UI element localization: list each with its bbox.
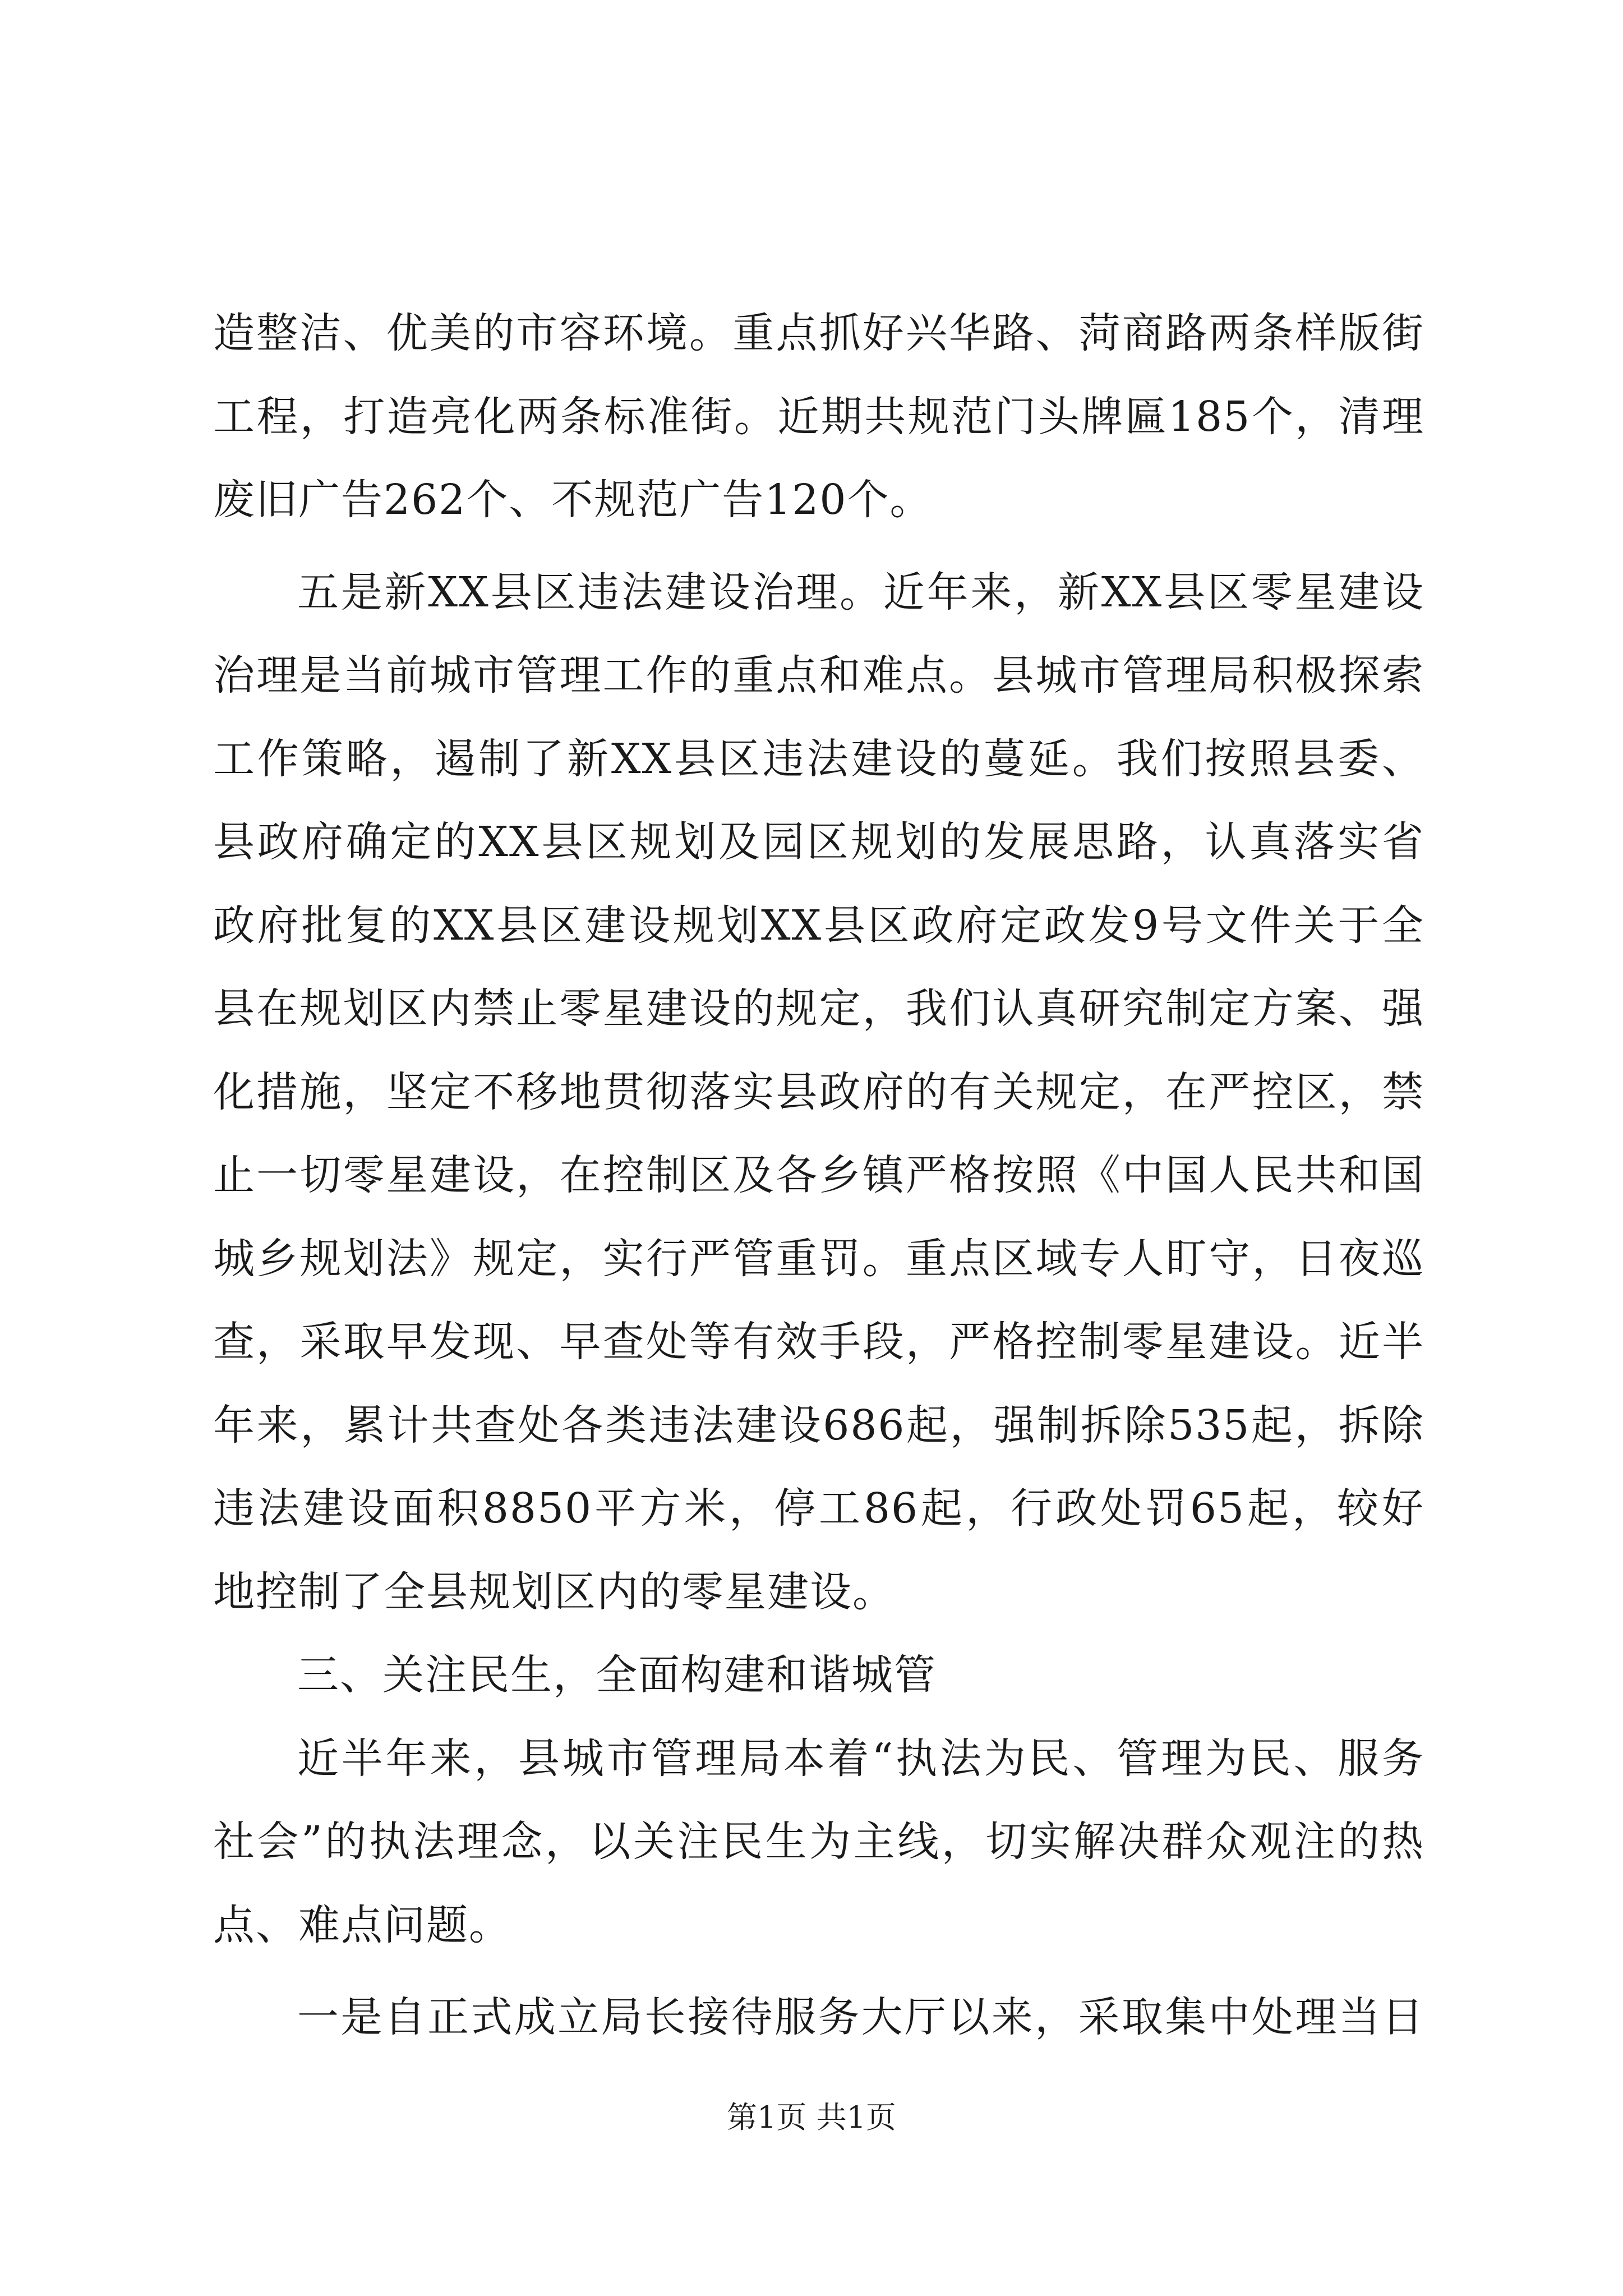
text-line: 治理是当前城市管理工作的重点和难点。县城市管理局积极探索 [213,651,1424,700]
document-body [213,292,1424,2059]
text-line: 工程，打造亮化两条标准街。近期共规范门头牌匾185个，清理 [213,392,1424,441]
text-line: 政府批复的XX县区建设规划XX县区政府定政发9号文件关于全 [213,901,1424,950]
text-line: 社会”的执法理念，以关注民生为主线，切实解决群众观注的热 [213,1818,1424,1866]
paragraph-first-line: 五是新XX县区违法建设治理。近年来，新XX县区零星建设 [297,568,1424,616]
text-line: 工作策略，遏制了新XX县区违法建设的蔓延。我们按照县委、 [213,734,1424,783]
page-number-label: 第1页 共1页 [727,2100,896,2135]
text-line: 地控制了全县规划区内的零星建设。 [213,1567,895,1616]
text-line: 点、难点问题。 [213,1901,511,1949]
paragraph-first-line: 近半年来，县城市管理局本着“执法为民、管理为民、服务 [297,1734,1424,1783]
text-line: 县在规划区内禁止零星建设的规定，我们认真研究制定方案、强 [213,984,1424,1033]
text-line: 县政府确定的XX县区规划及园区规划的发展思路，认真落实省 [213,818,1424,866]
text-line: 年来，累计共查处各类违法建设686起，强制拆除535起，拆除 [213,1401,1424,1450]
text-line: 化措施，坚定不移地贯彻落实县政府的有关规定，在严控区，禁 [213,1068,1424,1116]
text-line: 违法建设面积8850平方米，停工86起，行政处罚65起，较好 [213,1484,1424,1533]
text-line: 城乡规划法》规定，实行严管重罚。重点区域专人盯守，日夜巡 [213,1234,1424,1283]
text-line: 废旧广告262个、不规范广告120个。 [213,476,933,524]
text-line: 查，采取早发现、早查处等有效手段，严格控制零星建设。近半 [213,1318,1424,1366]
section-heading: 三、关注民生，全面构建和谐城管 [297,1651,937,1699]
text-line: 止一切零星建设，在控制区及各乡镇严格按照《中国人民共和国 [213,1151,1424,1199]
text-line: 造整洁、优美的市容环境。重点抓好兴华路、菏商路两条样版街 [213,309,1424,357]
page-footer [0,2098,1623,2137]
paragraph-first-line: 一是自正式成立局长接待服务大厅以来，采取集中处理当日 [297,1993,1424,2041]
